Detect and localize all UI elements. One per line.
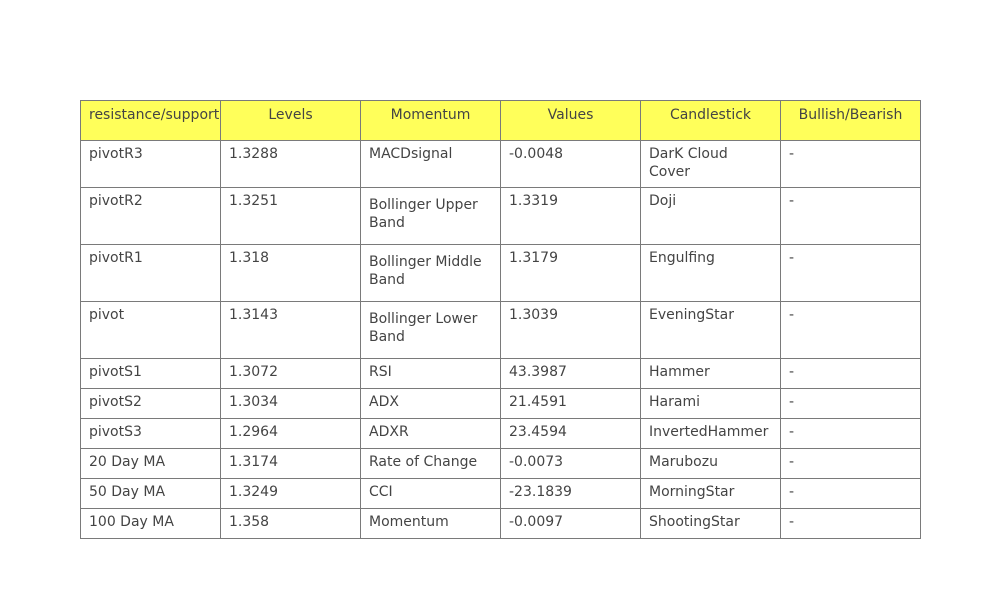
- header-candlestick: Candlestick: [641, 101, 781, 141]
- table-cell: Marubozu: [641, 449, 781, 479]
- table-row: [81, 188, 921, 245]
- table-cell: Harami: [641, 389, 781, 419]
- table-cell: EveningStar: [641, 302, 781, 359]
- table-cell: Bollinger Lower Band: [361, 302, 501, 359]
- table-cell: ADXR: [361, 419, 501, 449]
- table-cell: pivotS2: [81, 389, 221, 419]
- table-cell: 1.3034: [221, 389, 361, 419]
- table-cell: 43.3987: [501, 359, 641, 389]
- data-table: [80, 100, 921, 539]
- table-cell: 1.2964: [221, 419, 361, 449]
- table-cell: 21.4591: [501, 389, 641, 419]
- table-cell: Rate of Change: [361, 449, 501, 479]
- table-cell: 23.4594: [501, 419, 641, 449]
- table-cell: ShootingStar: [641, 509, 781, 539]
- table-cell: 1.3319: [501, 188, 641, 245]
- table-cell: Engulfing: [641, 245, 781, 302]
- table-cell: CCI: [361, 479, 501, 509]
- table-cell: RSI: [361, 359, 501, 389]
- table-cell: Bollinger Upper Band: [361, 188, 501, 245]
- table-row: [81, 141, 921, 188]
- table-cell: Doji: [641, 188, 781, 245]
- table-cell: -: [781, 359, 921, 389]
- table-cell: Hammer: [641, 359, 781, 389]
- table-row: [81, 419, 921, 449]
- table-cell: 1.3072: [221, 359, 361, 389]
- table-cell: MACDsignal: [361, 141, 501, 188]
- table-cell: pivotR2: [81, 188, 221, 245]
- table-cell: 50 Day MA: [81, 479, 221, 509]
- table-row: [81, 245, 921, 302]
- table-row: [81, 359, 921, 389]
- table-cell: -: [781, 141, 921, 188]
- table-cell: InvertedHammer: [641, 419, 781, 449]
- table-cell: Bollinger Middle Band: [361, 245, 501, 302]
- table-cell: pivotR1: [81, 245, 221, 302]
- table-row: [81, 479, 921, 509]
- table-cell: MorningStar: [641, 479, 781, 509]
- table-cell: -: [781, 188, 921, 245]
- table-cell: 1.358: [221, 509, 361, 539]
- table-cell: -: [781, 479, 921, 509]
- table-cell: ADX: [361, 389, 501, 419]
- table-cell: -: [781, 449, 921, 479]
- table-cell: 1.3174: [221, 449, 361, 479]
- table-cell: -: [781, 509, 921, 539]
- table-cell: pivotR3: [81, 141, 221, 188]
- table-cell: pivotS1: [81, 359, 221, 389]
- table-row: [81, 389, 921, 419]
- table-cell: -0.0073: [501, 449, 641, 479]
- table-cell: 1.3249: [221, 479, 361, 509]
- table-cell: 100 Day MA: [81, 509, 221, 539]
- header-values: Values: [501, 101, 641, 141]
- header-levels: Levels: [221, 101, 361, 141]
- table-row: [81, 449, 921, 479]
- table-cell: -0.0097: [501, 509, 641, 539]
- table-cell: -: [781, 419, 921, 449]
- header-momentum: Momentum: [361, 101, 501, 141]
- table-header-row: [81, 101, 921, 141]
- table-cell: -23.1839: [501, 479, 641, 509]
- table-cell: Momentum: [361, 509, 501, 539]
- table-cell: DarK Cloud Cover: [641, 141, 781, 188]
- table-cell: 1.3251: [221, 188, 361, 245]
- header-resistance-support: resistance/support: [81, 101, 221, 141]
- table-cell: 1.318: [221, 245, 361, 302]
- table-row: [81, 509, 921, 539]
- table-row: [81, 302, 921, 359]
- table-cell: 1.3143: [221, 302, 361, 359]
- data-table-container: [80, 100, 920, 539]
- table-cell: 1.3288: [221, 141, 361, 188]
- table-cell: -: [781, 302, 921, 359]
- header-bullish-bearish: Bullish/Bearish: [781, 101, 921, 141]
- table-cell: -: [781, 389, 921, 419]
- table-cell: -: [781, 245, 921, 302]
- table-cell: -0.0048: [501, 141, 641, 188]
- table-cell: 20 Day MA: [81, 449, 221, 479]
- table-cell: pivot: [81, 302, 221, 359]
- table-cell: pivotS3: [81, 419, 221, 449]
- table-cell: 1.3179: [501, 245, 641, 302]
- table-cell: 1.3039: [501, 302, 641, 359]
